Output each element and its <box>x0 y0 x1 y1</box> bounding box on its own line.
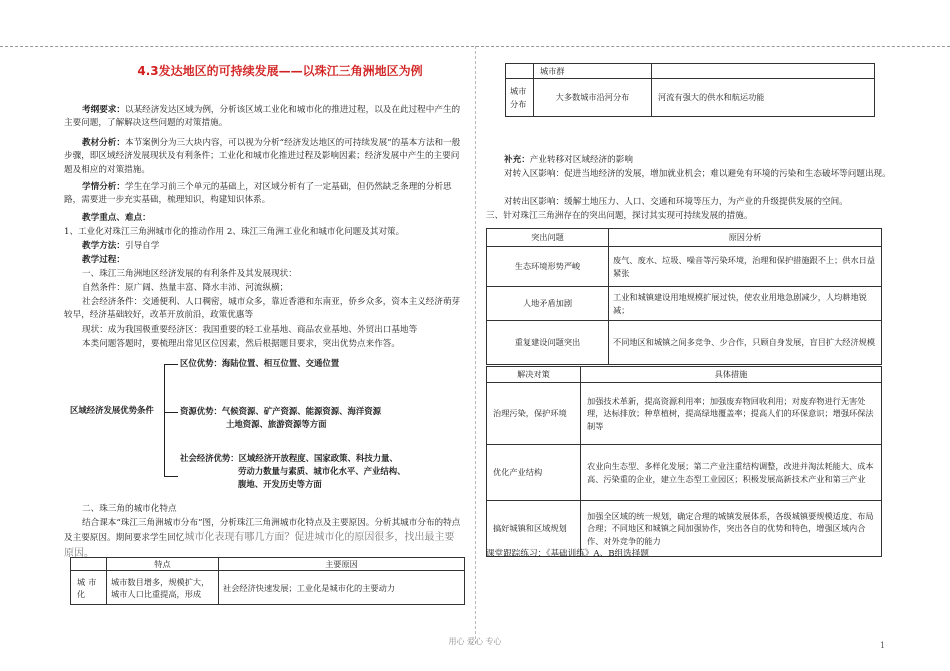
table-row <box>71 571 465 605</box>
table-cell: 加强技术革新，提高资源利用率；加强废弃物回收利用；对废弃物进行无害处理，达标排放；种草植树，提高绿地覆盖率；提高人们的环保意识；增强环保法制等 <box>581 383 882 445</box>
fangfa-text: 引导自学 <box>124 241 160 251</box>
table-header: 特点 <box>107 558 219 571</box>
table-cell: 大多数城市沿河分布 <box>534 79 652 117</box>
table-cell: 城市化 <box>71 571 107 605</box>
section2-text: 结合课本“珠江三角洲城市分布”图，分析珠江三角洲城市化特点及主要原因。分析其城市分布的特点及主要原因。期间要求学生回忆 <box>64 518 461 544</box>
problems-table <box>486 228 882 365</box>
table-cell: 重复建设问题突出 <box>487 321 609 365</box>
table-cell <box>506 64 534 79</box>
section1-heading: 一、珠江三角洲地区经济发展的有利条件及其发展现状： <box>82 269 297 279</box>
table-row <box>506 79 875 117</box>
table-header-row <box>487 229 882 247</box>
brace-vertical <box>164 364 165 476</box>
branch-resource: 资源优势：气候资源、矿产资源、能源资源、海洋资源 <box>180 406 381 416</box>
advantages-diagram <box>70 352 470 502</box>
table-cell: 工业和城镇建设用地规模扩展过快，使农业用地急剧减少，人均耕地锐减； <box>609 287 882 321</box>
kaogang-label: 考纲要求： <box>82 105 125 115</box>
branch-location: 区位优势：海陆位置、相互位置、交通位置 <box>180 358 340 368</box>
jiaocai-label: 教材分析： <box>82 138 125 148</box>
section2-heading: 二、珠三角的城市化特点 <box>82 504 177 514</box>
fangfa-paragraph <box>64 240 464 253</box>
branch-resource-2: 土地资源、旅游资源等方面 <box>226 419 327 429</box>
buchong-label: 补充： <box>504 155 530 165</box>
guocheng-heading: 教学过程： <box>82 255 125 265</box>
jiaocai-paragraph <box>64 137 464 177</box>
buchong-text: 产业转移对区域经济的影响 <box>529 155 633 165</box>
xueqing-text: 学生在学习前三个单元的基础上，对区域分析有了一定基础，但仍然缺乏条理的分析思路，需要进一步充实基础，梳理知识，构建知识体系。 <box>64 182 452 206</box>
table-cell: 治理污染，保护环境 <box>487 383 581 445</box>
zhongdian-text: 1、工业化对珠江三角洲城市化的推动作用 2、珠江三角洲工业化和城市化问题及其对策。 <box>64 227 405 237</box>
diagram-root: 区域经济发展优势条件 <box>70 405 154 415</box>
table-cell: 人地矛盾加剧 <box>487 287 609 321</box>
footer-text: 用心 爱心 专心 <box>448 637 502 646</box>
urbanization-table <box>70 557 465 605</box>
benlei-text: 本类问题答题时，要梳理出常见区位因素，然后根据题目要求，突出优势点来作答。 <box>82 339 400 349</box>
table-header: 解决对策 <box>487 367 581 383</box>
ziran-text: 自然条件：原广阔、热量丰富、降水丰沛、河流纵横； <box>82 283 289 293</box>
table-cell: 城市数目增多，规模扩大，城市人口比重提高，形成 <box>107 571 219 605</box>
table-cell: 优化产业结构 <box>487 445 581 501</box>
table-row <box>487 247 882 287</box>
city-distribution-table <box>505 63 875 117</box>
table-cell <box>652 64 875 79</box>
ketang-text: 课堂跟踪练习：《基础训练》A、B组选择题 <box>486 549 649 559</box>
zhuanru-text: 对转入区影响：促进当地经济的发展，增加就业机会；难以避免有环境的污染和生态破坏等问题出现。 <box>504 169 891 179</box>
table-row <box>487 445 882 501</box>
page-number: 1 <box>880 641 886 650</box>
column-divider <box>475 46 476 644</box>
branch-socio-3: 腹地、开发历史等方面 <box>238 479 322 489</box>
buchong-paragraph <box>486 154 891 167</box>
table-header: 突出问题 <box>487 229 609 247</box>
brace-tick-2 <box>164 412 178 413</box>
table-cell: 城市群 <box>534 64 652 79</box>
fangfa-label: 教学方法： <box>82 241 125 251</box>
table-header-row <box>487 367 882 383</box>
brace-tick-1 <box>164 364 178 365</box>
xueqing-paragraph <box>64 181 464 208</box>
xianzhuang-text: 现状：成为我国极重要经济区：我国重要的轻工业基地、商品农业基地、外贸出口基地等 <box>82 325 418 335</box>
brace-tick-3 <box>164 476 178 477</box>
table-header: 原因分析 <box>609 229 882 247</box>
table-cell: 搞好城镇和区域规划 <box>487 501 581 557</box>
table-cell: 不同地区和城镇之间多竞争、少合作，只顾自身发展，盲目扩大经济规模 <box>609 321 882 365</box>
table-row <box>506 64 875 79</box>
section2-paragraph <box>64 517 464 561</box>
table-cell: 废气、废水、垃圾、噪音等污染环境，治理和保护措施跟不上；供水日益紧张 <box>609 247 882 287</box>
kaogang-paragraph <box>64 104 464 131</box>
table-row <box>487 287 882 321</box>
jiaocai-text: 本节案例分为三大块内容，可以视为分析“经济发达地区的可持续发展”的基本方法和一般步骤，即区域经济发展现状及有利条件；工业化和城市化推进过程及影响因素；经济发展中产生的主要问题及相应的对策措施。 <box>64 138 461 175</box>
table-cell: 农业向生态型、多样化发展；第二产业注重结构调整，改进并淘汰耗能大、成本高、污染重的企业，建立生态型工业园区；积极发展高新技术产业和第三产业 <box>581 445 882 501</box>
section3-heading: 三、针对珠江三角洲存在的突出问题，探讨其实现可持续发展的措施。 <box>486 211 753 221</box>
page-title: 4.3发达地区的可持续发展——以珠江三角洲地区为例 <box>137 64 423 78</box>
table-cell <box>71 558 107 571</box>
section2-gray-text: 城市化表现有哪几方面？促进城市化的原因很多，找出最主要原因。 <box>64 532 455 559</box>
xueqing-label: 学情分析： <box>82 182 125 192</box>
table-header-row <box>71 558 465 571</box>
table-cell: 加强全区域的统一规划，确定合理的城镇发展体系，各级城镇要规模适度、布局合理；不同地区和城镇之间加强协作，突出各自的优势和特色，增强区域内合作、对外竞争的能力 <box>581 501 882 557</box>
table-cell: 生态环境形势严峻 <box>487 247 609 287</box>
table-cell: 城市分布 <box>506 79 534 117</box>
branch-socio-2: 劳动力数量与素质、城市化水平、产业结构、 <box>238 466 406 476</box>
table-cell: 河流有强大的供水和航运功能 <box>652 79 875 117</box>
table-row <box>487 321 882 365</box>
kaogang-text: 以某经济发达区域为例，分析该区域工业化和城市化的推进过程，以及在此过程中产生的主要问题，了解解决这些问题的对策措施。 <box>64 105 461 129</box>
measures-table <box>486 366 882 557</box>
zhongdian-heading: 教学重点、难点： <box>82 213 151 223</box>
shehui-text: 社会经济条件：交通便利、人口稠密，城市众多，靠近香港和东南亚，侨乡众多，资本主义经济萌芽较早，经济基础较好，改革开放前沿，政策优惠等 <box>64 297 461 321</box>
table-cell: 社会经济快速发展；工业化是城市化的主要动力 <box>219 571 465 605</box>
zhuanchu-text: 对转出区影响：缓解土地压力、人口、交通和环境等压力，为产业的升级提供发展的空间。 <box>504 197 848 207</box>
table-row <box>487 383 882 445</box>
table-header: 主要原因 <box>219 558 465 571</box>
branch-socio: 社会经济优势：区域经济开放程度、国家政策、科技力量、 <box>180 453 398 463</box>
table-header: 具体措施 <box>581 367 882 383</box>
